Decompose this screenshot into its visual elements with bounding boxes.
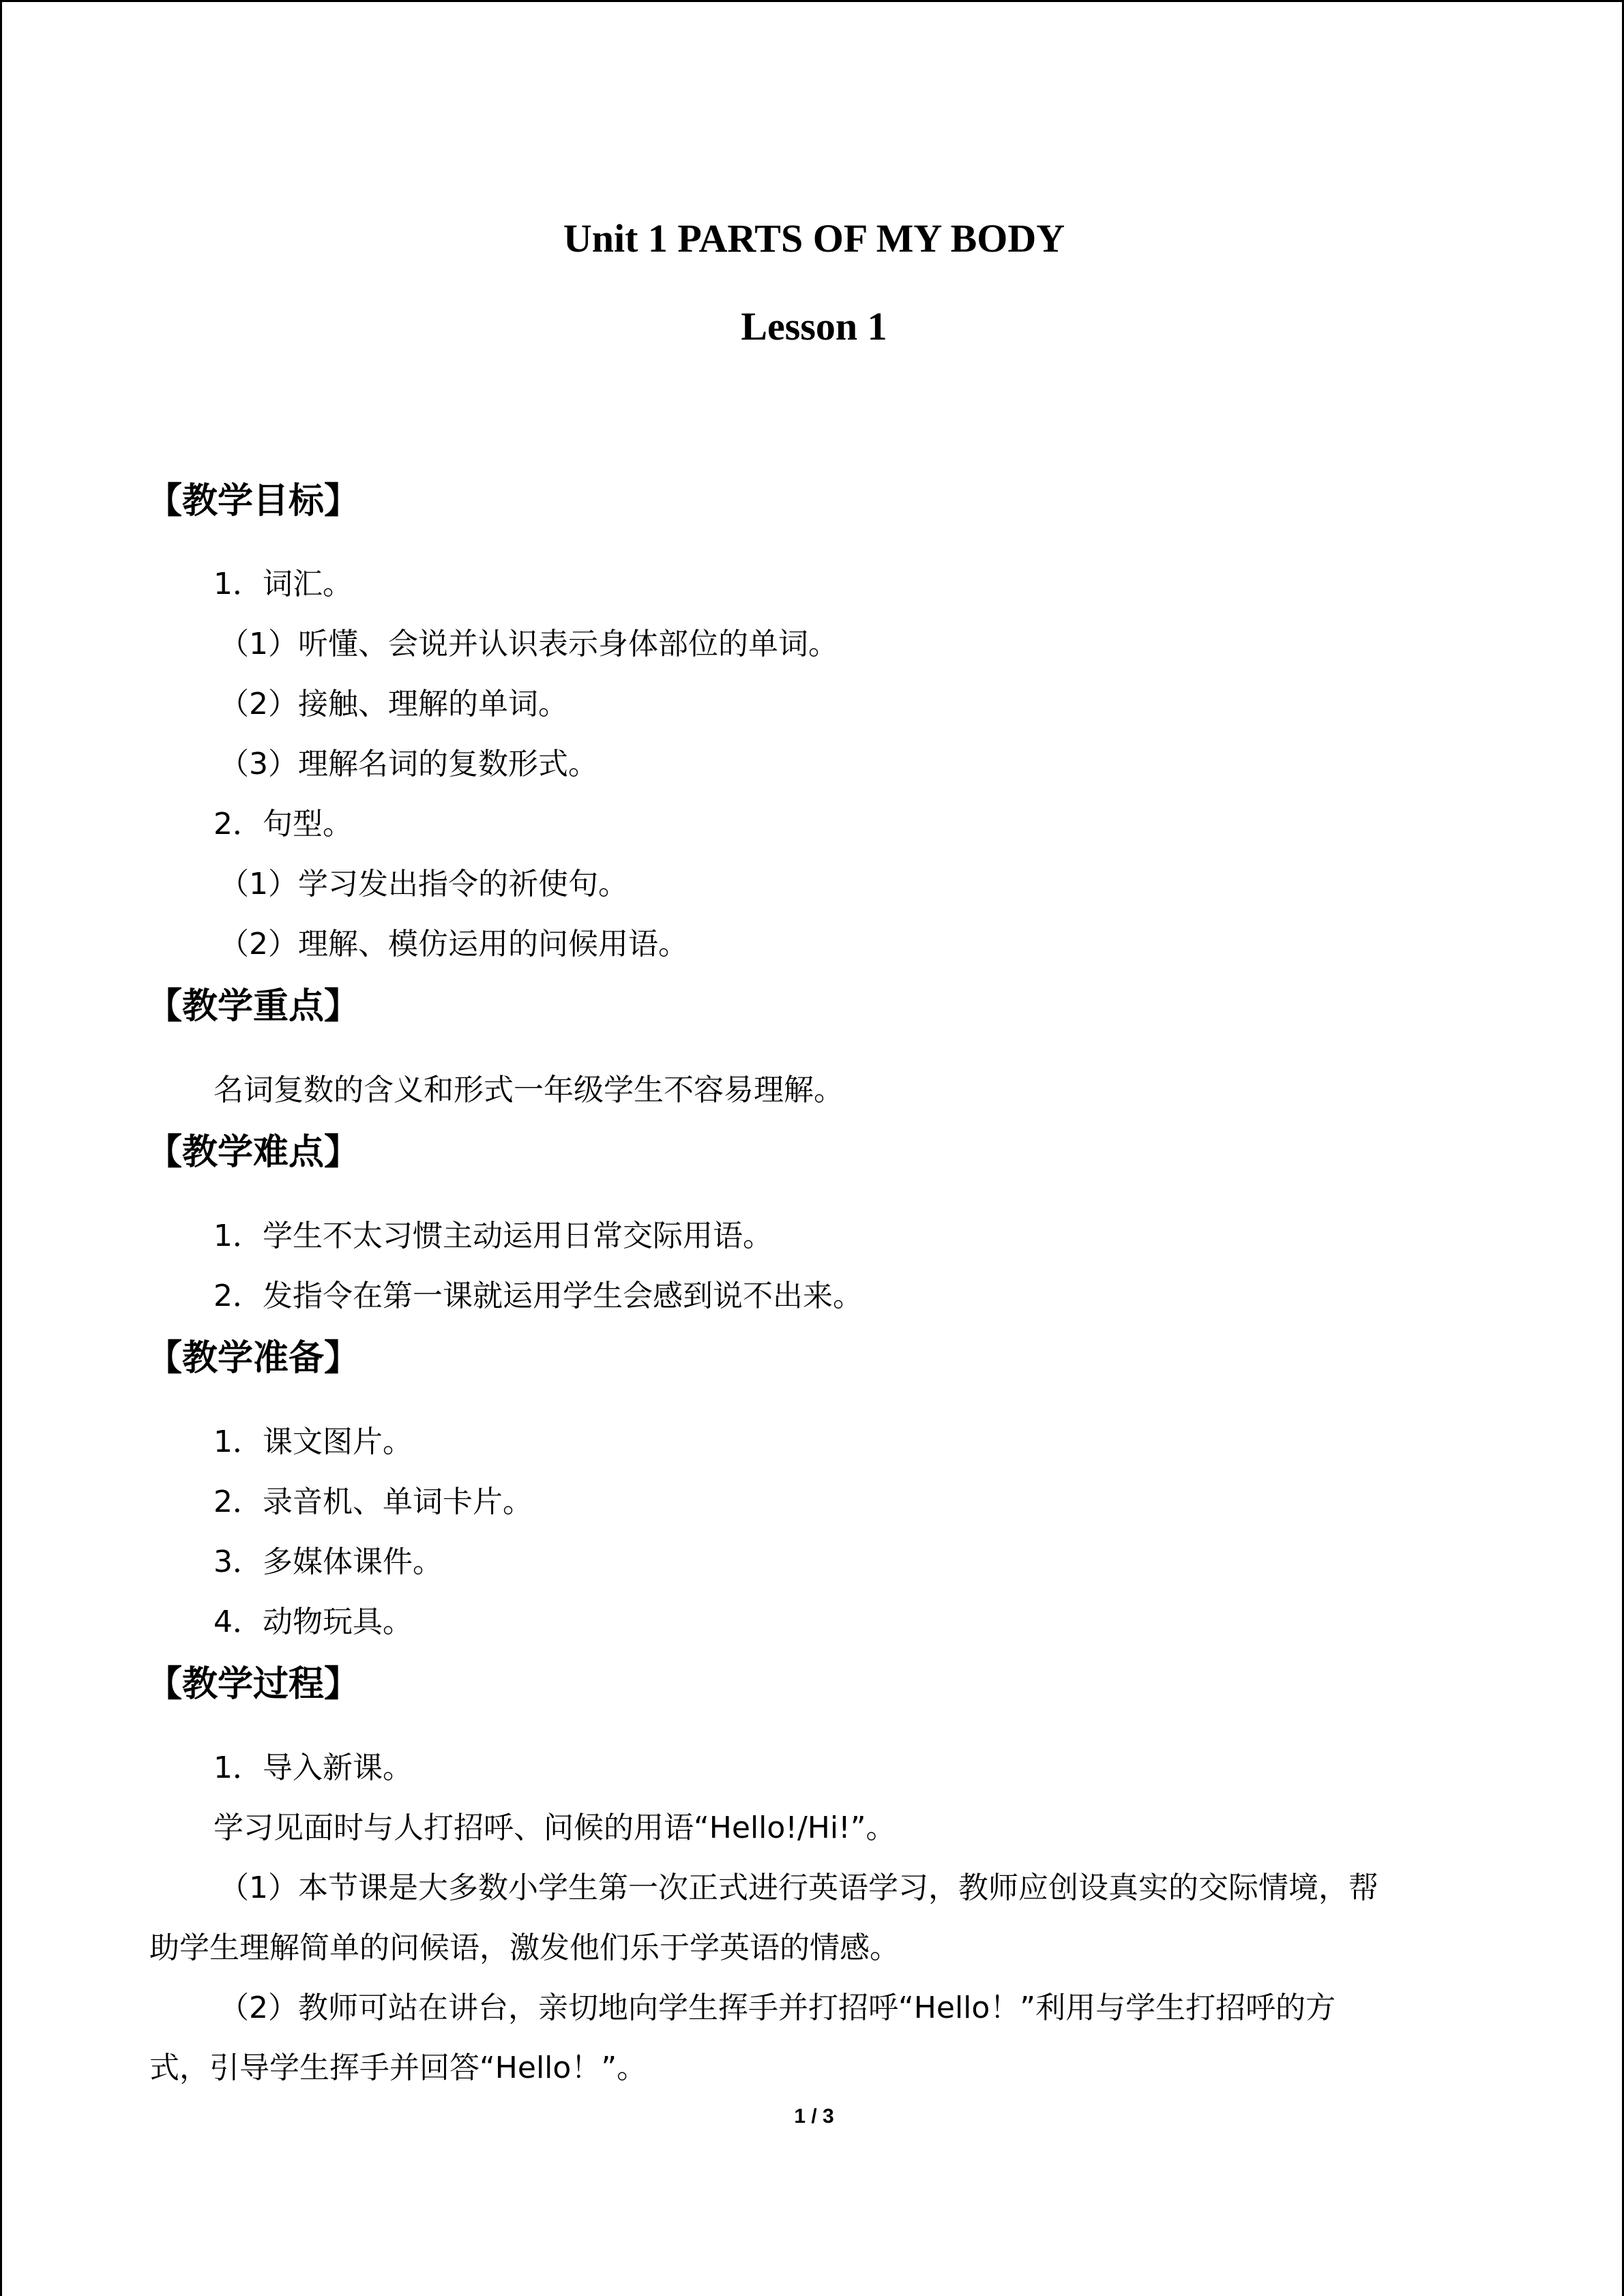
process-paragraph: （2）教师可站在讲台，亲切地向学生挥手并打招呼“Hello！”利用与学生打招呼的方 xyxy=(219,1991,1336,2025)
key-point-item: 名词复数的含义和形式一年级学生不容易理解。 xyxy=(213,1073,844,1107)
objective-item: 2．句型。 xyxy=(213,807,353,841)
process-paragraph-continued: 助学生理解简单的问候语，激发他们乐于学英语的情感。 xyxy=(149,1930,900,1965)
objective-item: （3）理解名词的复数形式。 xyxy=(219,747,598,781)
difficulty-item: 1．学生不太习惯主动运用日常交际用语。 xyxy=(213,1219,773,1253)
document-title: Unit 1 PARTS OF MY BODY xyxy=(563,216,1065,260)
document-subtitle: Lesson 1 xyxy=(741,304,887,348)
preparation-item: 4．动物玩具。 xyxy=(213,1605,413,1639)
preparation-item: 2．录音机、单词卡片。 xyxy=(213,1485,533,1519)
process-paragraph: 学习见面时与人打招呼、问候的用语“Hello!/Hi!”。 xyxy=(213,1810,896,1845)
section-heading-key-points: 【教学重点】 xyxy=(147,986,360,1027)
objective-item: （1）学习发出指令的祈使句。 xyxy=(219,867,628,901)
objective-item: 1．词汇。 xyxy=(213,567,353,601)
section-heading-process: 【教学过程】 xyxy=(147,1664,360,1705)
difficulty-item: 2．发指令在第一课就运用学生会感到说不出来。 xyxy=(213,1279,863,1313)
preparation-item: 3．多媒体课件。 xyxy=(213,1545,443,1579)
page-number: 1 / 3 xyxy=(794,2105,834,2128)
objective-item: （1）听懂、会说并认识表示身体部位的单词。 xyxy=(219,627,838,661)
process-item: 1．导入新课。 xyxy=(213,1750,413,1785)
preparation-item: 1．课文图片。 xyxy=(213,1425,413,1459)
process-paragraph-continued: 式，引导学生挥手并回答“Hello！”。 xyxy=(149,2051,647,2085)
section-heading-objectives: 【教学目标】 xyxy=(147,481,360,522)
process-paragraph: （1）本节课是大多数小学生第一次正式进行英语学习，教师应创设真实的交际情境，帮 xyxy=(219,1870,1378,1905)
objective-item: （2）理解、模仿运用的问候用语。 xyxy=(219,927,688,961)
objective-item: （2）接触、理解的单词。 xyxy=(219,687,568,721)
section-heading-difficulties: 【教学难点】 xyxy=(147,1132,360,1173)
section-heading-preparation: 【教学准备】 xyxy=(147,1338,360,1379)
